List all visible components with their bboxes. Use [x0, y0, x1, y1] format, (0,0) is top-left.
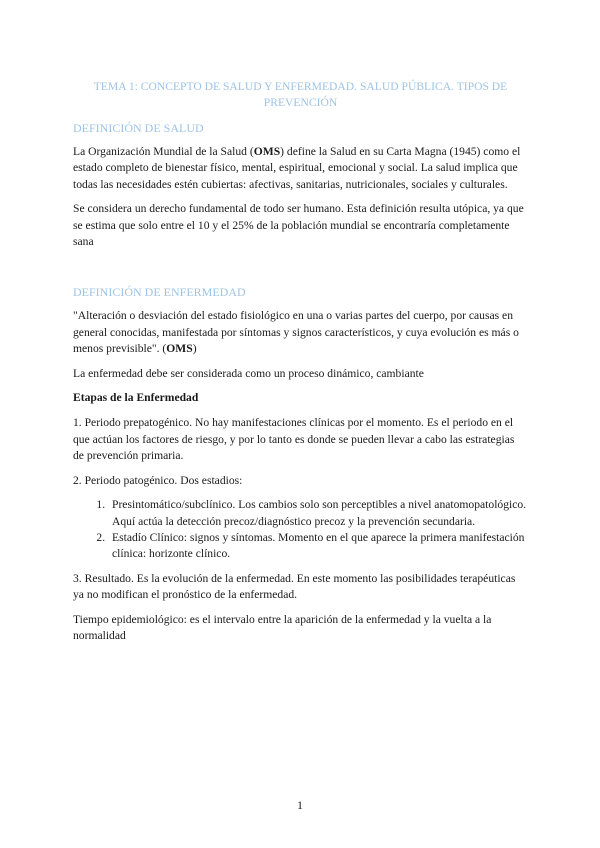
paragraph-tiempo-epidemiologico: Tiempo epidemiológico: es el intervalo entre la aparición de la enfermedad y la vuelta a la normalidad [73, 612, 492, 642]
spacer [73, 258, 528, 284]
list-item: 2. Estadío Clínico: signos y síntomas. Momento en el que aparece la primera manifestación clínica: horizonte clínico. [108, 530, 528, 563]
paragraph-resultado: 3. Resultado. Es la evolución de la enfermedad. En este momento las posibilidades terapéuticas ya no modifican el pronóstico de la enfermedad. [73, 571, 516, 602]
paragraph-quote-oms [73, 308, 528, 357]
list-item: 1. Presintomático/subclínico. Los cambios solo son perceptibles a nivel anatomopatológico. Aquí actúa la detección precoz/diagnóstico precoz y la prevención secundaria. [108, 497, 528, 530]
bold-oms: OMS [253, 145, 281, 158]
paragraph-oms-salud [73, 144, 528, 193]
subheading-etapas: Etapas de la Enfermedad [73, 391, 199, 405]
paragraph-periodo-patogenico: 2. Periodo patogénico. Dos estadios: [73, 473, 243, 487]
paragraph-periodo-prepatogenico: 1. Periodo prepatogénico. No hay manifestaciones clínicas por el momento. Es el periodo en el que actúan los factores de riesgo, y por lo tanto es donde se pueden llevar a cabo las estrategias de prevención primaria. [73, 416, 515, 463]
paragraph-derecho-fundamental: Se considera un derecho fundamental de todo ser humano. Esta definición resulta utópica, ya que se estima que solo entre el 10 y el 25% de la población mundial se encontraría completamente sana [73, 202, 524, 249]
stage-list [73, 497, 528, 563]
page-content [73, 79, 528, 652]
text-run: La Organización Mundial de la Salud ( [73, 145, 254, 158]
heading-definicion-enfermedad: DEFINICIÓN DE ENFERMEDAD [73, 285, 246, 300]
page-number: 1 [297, 798, 303, 812]
text-run: ) define la Salud en su Carta Magna (1945) como el estado completo de bienestar físico, mental, espiritual, emocional y social. La salud implica que todas las necesidades estén cubiertas: afectivas, sanitarias, nutricionales, sociales y culturales. [73, 145, 521, 191]
text-run: "Alteración o desviación del estado fisiológico en una o varias partes del cuerpo, por causas en general conocidas, manifestada por síntomas y signos característicos, y cuya evolución es más o menos previsible". ( [73, 309, 519, 356]
document-title: TEMA 1: CONCEPTO DE SALUD Y ENFERMEDAD. SALUD PÚBLICA. TIPOS DE PREVENCIÓN [93, 80, 508, 109]
bold-oms: OMS [166, 342, 193, 356]
heading-definicion-salud: DEFINICIÓN DE SALUD [73, 121, 204, 135]
text-run: ) [192, 342, 197, 356]
paragraph-proceso-dinamico: La enfermedad debe ser considerada como un proceso dinámico, cambiante [73, 366, 424, 380]
